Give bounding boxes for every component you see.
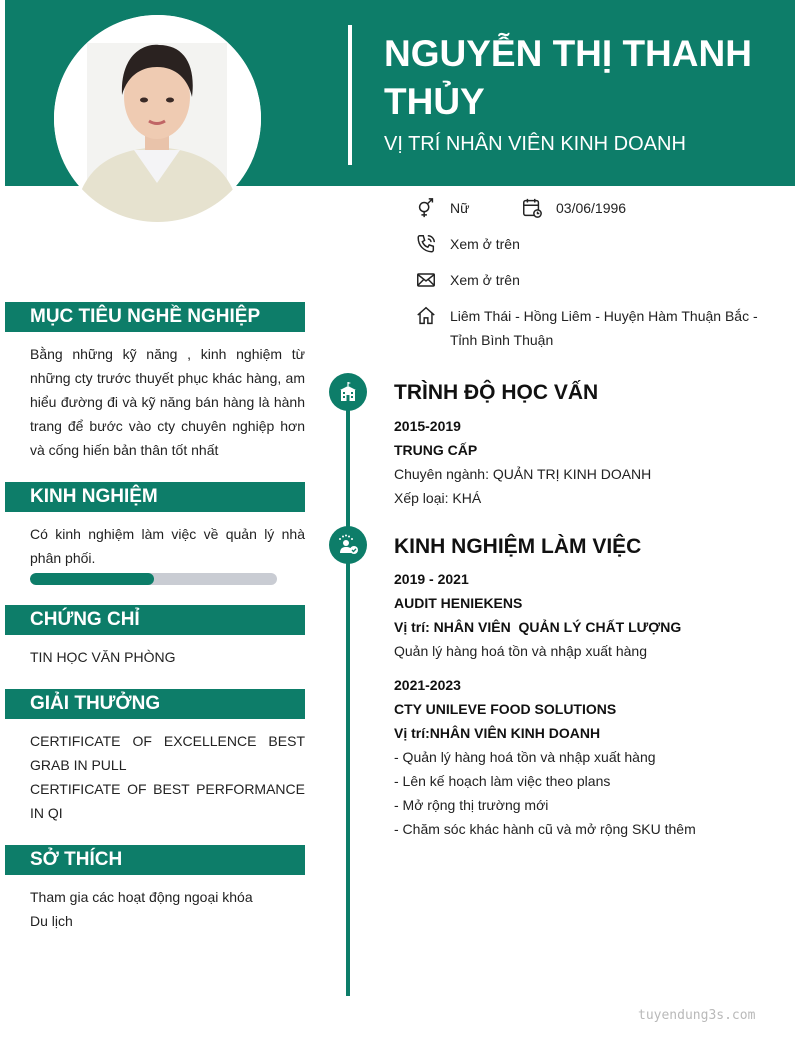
hobby-item: Du lịch bbox=[30, 913, 73, 929]
certificate-item: TIN HỌC VĂN PHÒNG bbox=[30, 649, 176, 665]
contact-email bbox=[414, 268, 520, 292]
contact-birthdate bbox=[520, 196, 626, 220]
email-value: Xem ở trên bbox=[450, 272, 520, 288]
timeline-line bbox=[346, 380, 350, 996]
gender-value: Nữ bbox=[450, 200, 470, 216]
experience-text: Có kinh nghiệm làm việc về quản lý nhà phân phối. bbox=[30, 526, 305, 566]
education-heading: TRÌNH ĐỘ HỌC VẤN bbox=[394, 381, 599, 404]
certificates-list bbox=[30, 645, 305, 669]
job-duty: - Lên kế hoạch làm việc theo plans bbox=[394, 773, 611, 789]
job-role: Vị trí:NHÂN VIÊN KINH DOANH bbox=[394, 725, 601, 741]
school-icon bbox=[329, 373, 367, 411]
birthdate-value: 03/06/1996 bbox=[556, 200, 627, 216]
contact-address bbox=[414, 304, 764, 352]
job-duty: - Chăm sóc khác hành cũ và mở rộng SKU thêm bbox=[394, 821, 696, 837]
education-grade: Xếp loại: KHÁ bbox=[394, 490, 482, 506]
awards-heading: GIẢI THƯỞNG bbox=[5, 689, 305, 719]
experience-heading: KINH NGHIỆM bbox=[5, 482, 305, 512]
objective-text: Bằng những kỹ năng , kinh nghiệm từ những cty trước thuyết phục khác hàng, am hiểu đường đi và kỹ năng bán hàng là hành trang để bước vào cty chuyên nghiệp hơn và cống hiến bản thân tốt nhất bbox=[30, 346, 305, 458]
job-duty: Quản lý hàng hoá tồn và nhập xuất hàng bbox=[394, 643, 647, 659]
award-item: CERTIFICATE OF EXCELLENCE BEST GRAB IN PULL bbox=[30, 733, 305, 773]
candidate-position: VỊ TRÍ NHÂN VIÊN KINH DOANH bbox=[384, 133, 686, 155]
phone-value: Xem ở trên bbox=[450, 236, 520, 252]
contact-gender bbox=[414, 196, 469, 220]
work-heading: KINH NGHIỆM LÀM VIỆC bbox=[394, 535, 642, 558]
phone-icon bbox=[414, 232, 438, 256]
job-company: CTY UNILEVE FOOD SOLUTIONS bbox=[394, 701, 617, 717]
job-period: 2019 - 2021 bbox=[394, 571, 469, 587]
certificates-heading: CHỨNG CHỈ bbox=[5, 605, 305, 635]
job-company: AUDIT HENIEKENS bbox=[394, 595, 523, 611]
header-divider bbox=[348, 25, 352, 165]
contact-phone bbox=[414, 232, 520, 256]
hobbies-list bbox=[30, 885, 305, 933]
education-major: Chuyên ngành: QUẢN TRỊ KINH DOANH bbox=[394, 466, 652, 482]
award-item: CERTIFICATE OF BEST PERFORMANCE IN QI bbox=[30, 781, 305, 821]
objective-heading: MỤC TIÊU NGHỀ NGHIỆP bbox=[5, 302, 305, 332]
job-period: 2021-2023 bbox=[394, 677, 461, 693]
experience-level-fill bbox=[30, 573, 154, 585]
candidate-name: NGUYỄN THỊ THANH THỦY bbox=[384, 33, 752, 122]
hobbies-heading: SỞ THÍCH bbox=[5, 845, 305, 875]
gender-icon bbox=[414, 196, 438, 220]
job-duty: - Mở rộng thị trường mới bbox=[394, 797, 549, 813]
education-period: 2015-2019 bbox=[394, 418, 461, 434]
watermark: tuyendung3s.com bbox=[638, 1008, 756, 1023]
address-value: Liêm Thái - Hồng Liêm - Huyện Hàm Thuận Bắc - Tỉnh Bình Thuận bbox=[450, 308, 758, 348]
calendar-icon bbox=[520, 196, 544, 220]
employee-star-icon bbox=[329, 526, 367, 564]
mail-icon bbox=[414, 268, 438, 292]
home-icon bbox=[414, 304, 438, 328]
job-role: Vị trí: NHÂN VIÊN QUẢN LÝ CHẤT LƯỢNG bbox=[394, 619, 682, 635]
education-level: TRUNG CẤP bbox=[394, 442, 478, 458]
profile-photo bbox=[54, 15, 261, 222]
job-duty: - Quản lý hàng hoá tồn và nhập xuất hàng bbox=[394, 749, 656, 765]
awards-list bbox=[30, 729, 305, 825]
experience-level-bar bbox=[30, 573, 277, 585]
hobby-item: Tham gia các hoạt động ngoại khóa bbox=[30, 889, 253, 905]
